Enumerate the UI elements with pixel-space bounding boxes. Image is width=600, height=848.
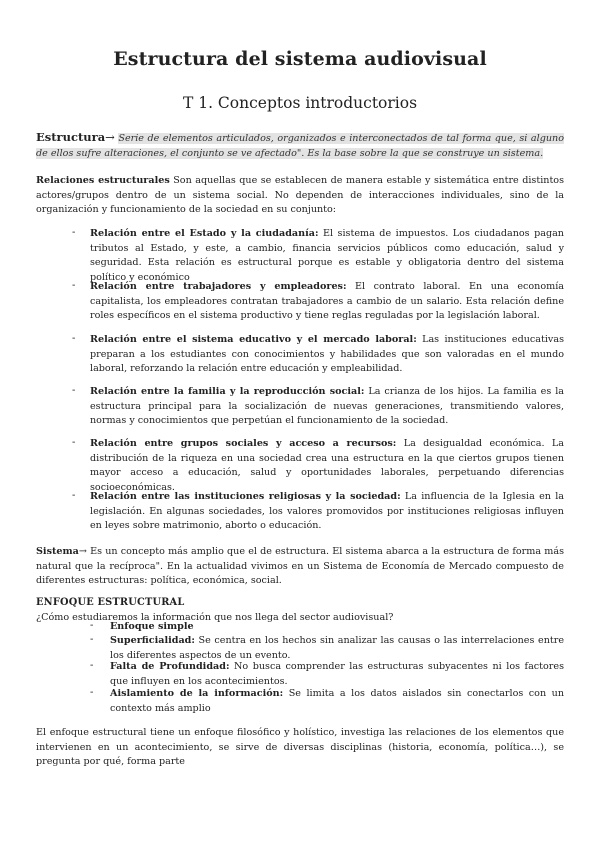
list-item [72, 385, 564, 429]
arrow-icon: → [78, 546, 87, 557]
dash-bullet: - [90, 660, 94, 671]
dash-bullet: - [72, 490, 76, 501]
item-term: Relación entre grupos sociales y acceso a recursos: [90, 438, 397, 449]
relaciones-paragraph [36, 174, 564, 218]
closing-text: El enfoque estructural tiene un enfoque filosófico y holístico, investiga las relaciones de los elementos que intervienen en un acontecimiento, se sirve de diversas disciplinas (historia, economía, política…), se pregunta por qué, forma parte [36, 727, 564, 768]
list-item [72, 227, 564, 285]
enfoque-question: ¿Cómo estudiaremos la información que nos llega del sector audiovisual? [36, 611, 394, 623]
item-term: Relación entre el Estado y la ciudadanía: [90, 228, 319, 239]
estructura-term: Estructura [36, 130, 106, 144]
bullet-text: Se limita a los datos aislados sin conectarlos con un contexto más amplio [110, 688, 565, 714]
sistema-term: Sistema [36, 546, 79, 557]
item-term: Relación entre la familia y la reproducción social: [90, 386, 365, 397]
list-item [90, 660, 564, 689]
list-item [72, 333, 564, 377]
estructura-definition [36, 130, 564, 161]
dash-bullet: - [72, 227, 76, 238]
item-term: Relación entre las instituciones religiosas y la sociedad: [90, 491, 401, 502]
item-term: Relación entre trabajadores y empleadores: [90, 281, 347, 292]
item-term: Relación entre el sistema educativo y el mercado laboral: [90, 334, 417, 345]
list-item [90, 634, 564, 663]
item-text: Las instituciones educativas preparan a los estudiantes con conocimientos y habilidades que son valoradas en el mundo laboral, reforzando la relación entre educación y empleabilidad. [90, 334, 564, 375]
list-item [90, 687, 565, 716]
document-title: Estructura del sistema audiovisual [113, 48, 487, 70]
list-item [72, 437, 564, 495]
item-text: El contrato laboral. En una economía capitalista, los empleadores contratan trabajadores a cambio de un salario. Esta relación define roles específicos en el sistema productivo y tiene reglas reguladas por la legislación laboral. [90, 281, 564, 322]
sistema-paragraph [36, 545, 564, 589]
arrow-icon: → [105, 130, 115, 144]
list-item [72, 280, 564, 324]
bullet-text: No busca comprender las estructuras subyacentes ni los factores que influyen en los acontecimientos. [110, 661, 564, 687]
list-item [72, 490, 564, 534]
dash-bullet: - [72, 437, 76, 448]
relaciones-text: Son aquellas que se establecen de manera estable y sistemática entre distintos actores/grupos dentro de un sistema social. No dependen de interacciones individuales, sino de la organización y funcionamiento de la sociedad en su conjunto: [36, 175, 564, 216]
item-text: El sistema de impuestos. Los ciudadanos pagan tributos al Estado, y este, a cambio, financia servicios públicos como educación, salud y seguridad. Esta relación es estructural porque es estable y obligatoria dentro del sistema político y económico [90, 228, 564, 283]
bullet-term: Aislamiento de la información: [110, 688, 284, 699]
dash-bullet: - [72, 385, 76, 396]
dash-bullet: - [90, 634, 94, 645]
relaciones-term: Relaciones estructurales [36, 175, 170, 186]
bullet-term: Superficialidad: [110, 635, 195, 646]
estructura-definition-text: Serie de elementos articulados, organizados e interconectados de tal forma que, si alguno de ellos sufre alteraciones, el conjunto se ve afectado". Es la base sobre la que se construye un sistema. [36, 133, 564, 159]
list-item [90, 620, 564, 635]
document-subtitle: T 1. Conceptos introductorios [182, 94, 418, 112]
bullet-term: Falta de Profundidad: [110, 661, 230, 672]
bullet-term: Enfoque simple [110, 621, 194, 632]
bullet-text: Se centra en los hechos sin analizar las causas o las interrelaciones entre los diferentes aspectos de un evento. [110, 635, 564, 661]
sistema-text: Es un concepto más amplio que el de estructura. El sistema abarca a la estructura de forma más natural que la recíproca". En la actualidad vivimos en un Sistema de Economía de Mercado compuesto de diferentes estructuras: política, económica, social. [36, 546, 564, 587]
dash-bullet: - [90, 687, 94, 698]
dash-bullet: - [90, 620, 94, 631]
enfoque-closing [36, 726, 564, 770]
dash-bullet: - [72, 280, 76, 291]
enfoque-heading: ENFOQUE ESTRUCTURAL [36, 597, 185, 608]
item-text: La desigualdad económica. La distribución de la riqueza en una sociedad crea una estructura en la que ciertos grupos tienen mayor acceso a educación, salud y oportunidades laborales, perpetuando diferencias socioeconómicas. [90, 438, 564, 493]
dash-bullet: - [72, 333, 76, 344]
item-text: La influencia de la Iglesia en la legislación. En algunas sociedades, los valores promovidos por instituciones religiosas influyen en leyes sobre matrimonio, aborto o educación. [90, 491, 564, 532]
item-text: La crianza de los hijos. La familia es la estructura principal para la socialización de nuevas generaciones, transmitiendo valores, normas y conocimientos que perpetúan el funcionamiento de la sociedad. [90, 386, 564, 427]
